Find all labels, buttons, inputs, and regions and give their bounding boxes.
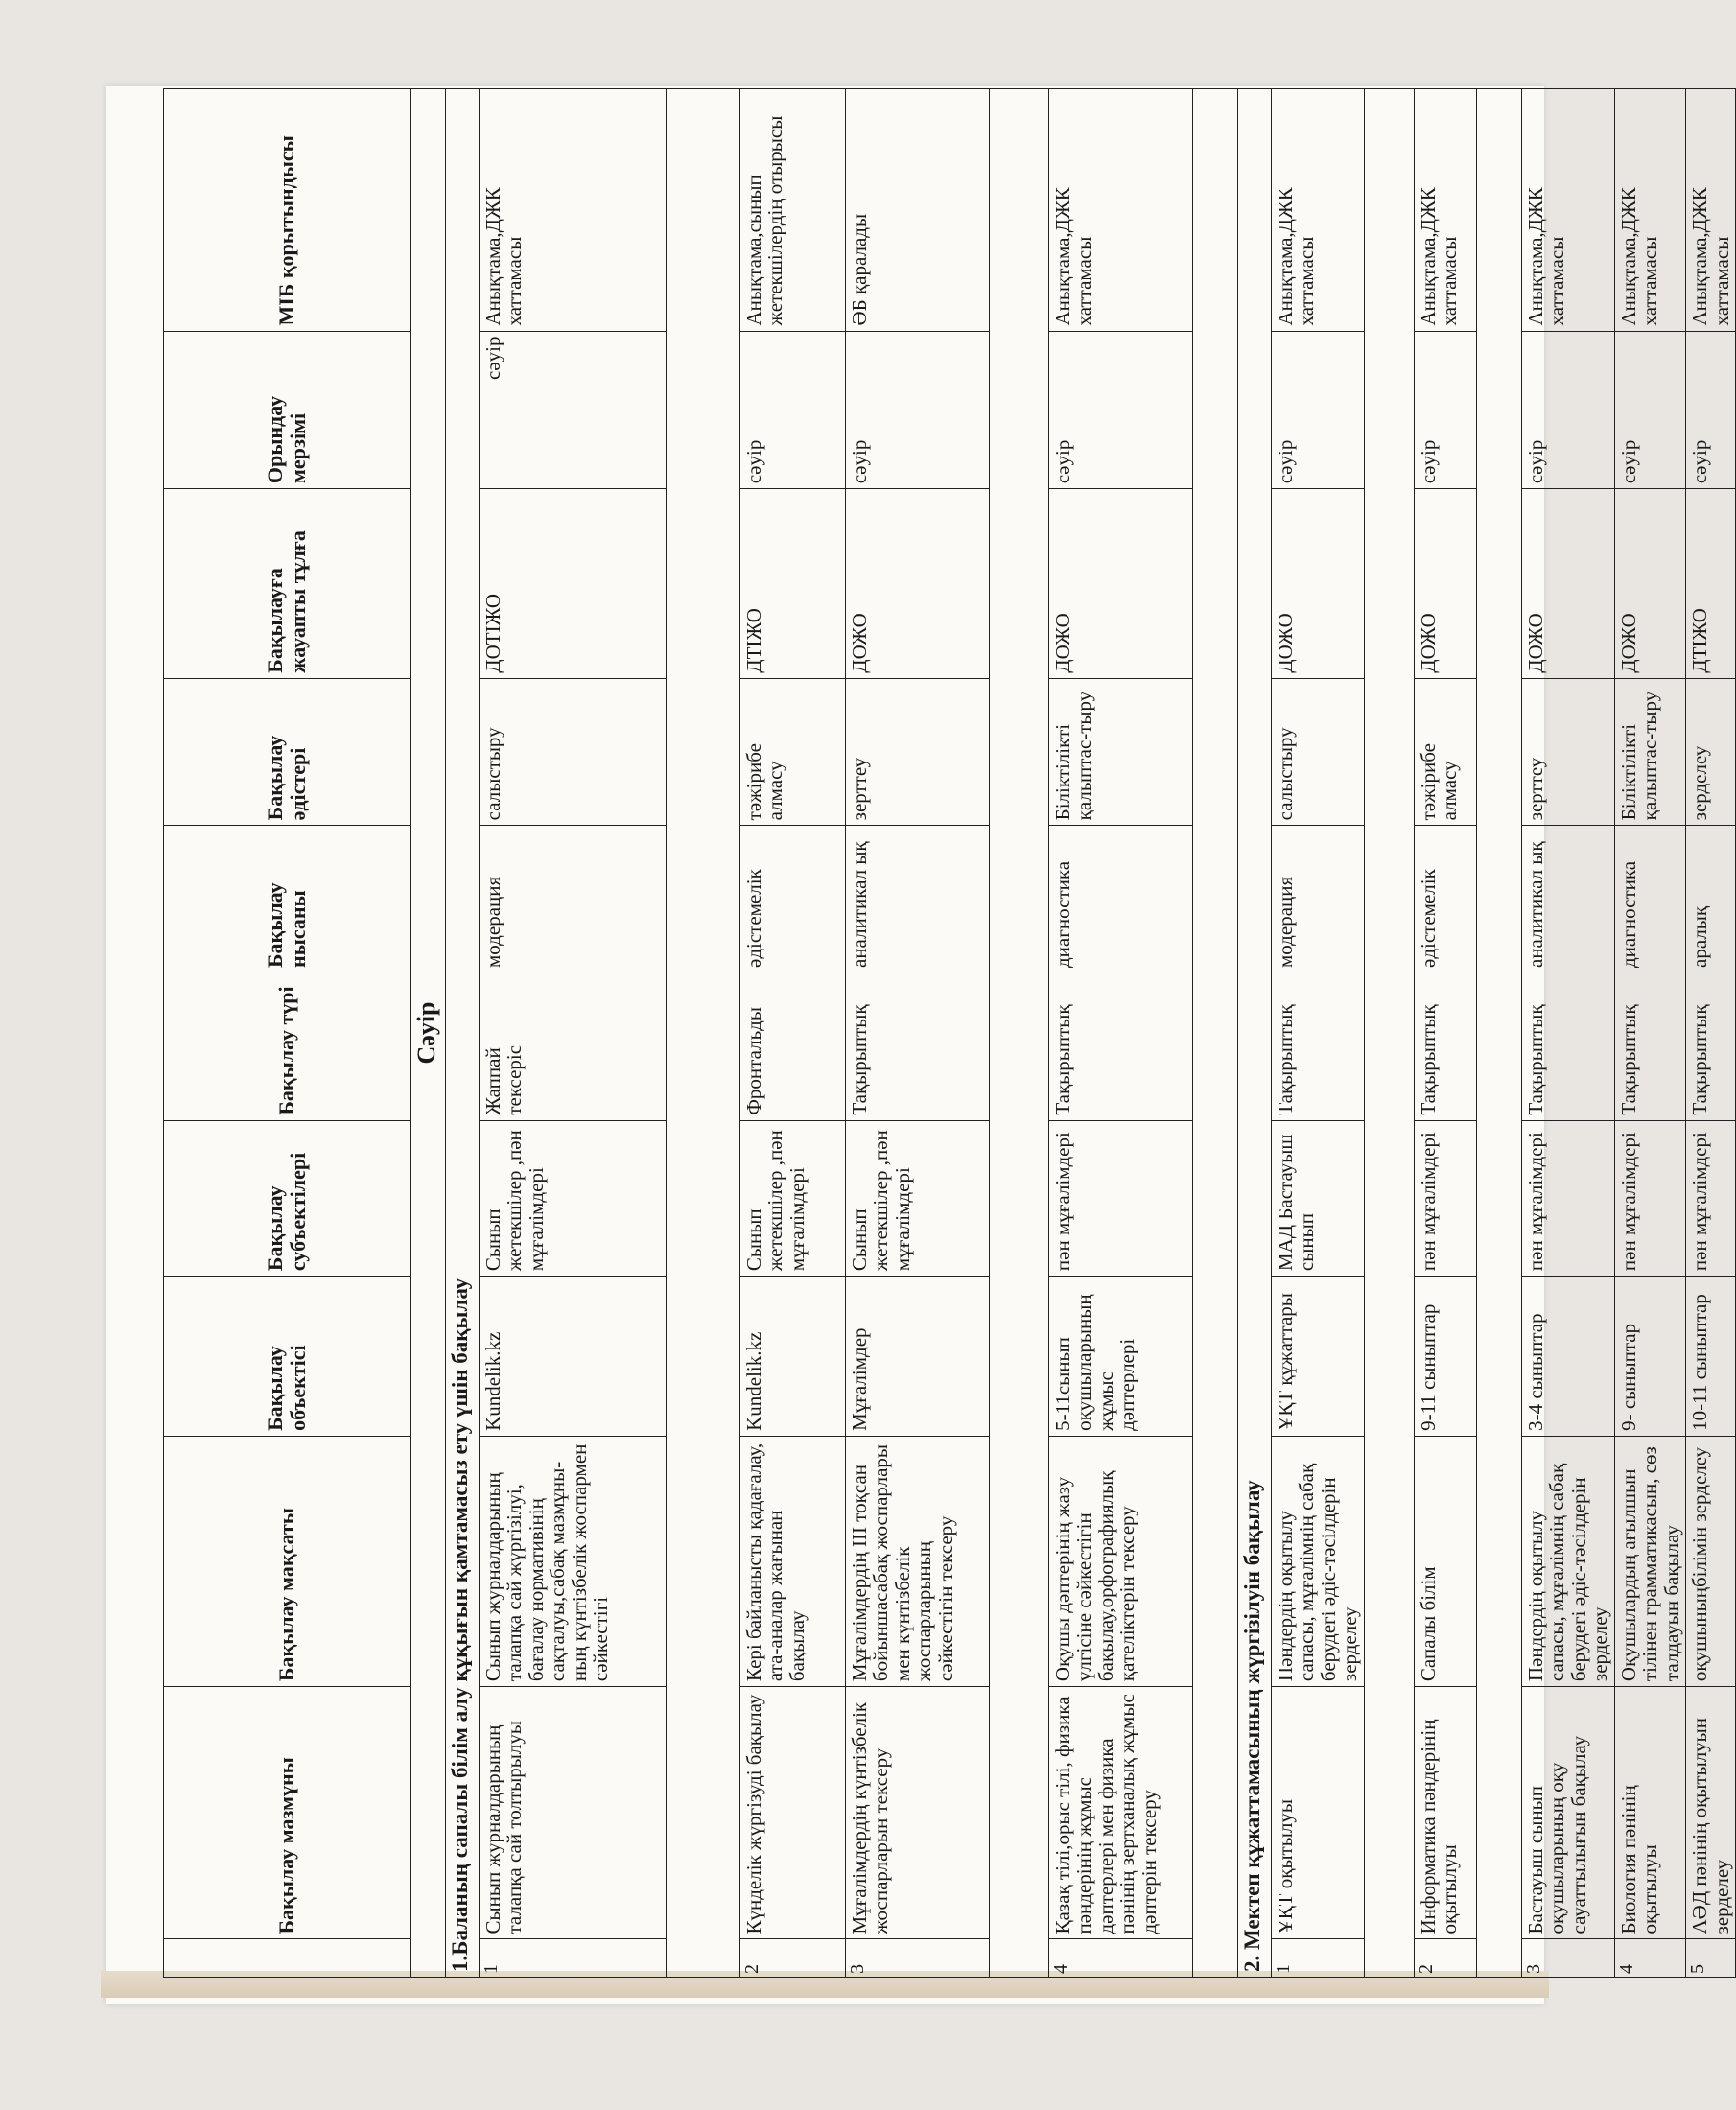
cell-type: Тақырыптық	[1272, 973, 1365, 1121]
cell-result: Анықтама,ДЖК хаттамасы	[1686, 89, 1736, 332]
cell-deadline: сәуір	[1049, 331, 1193, 489]
table-row-blank	[1364, 89, 1414, 1978]
table-row-blank	[990, 89, 1049, 1978]
header-result: МІБ қорытындысы	[164, 89, 411, 332]
cell-result: Анықтама,ДЖК хаттамасы	[1272, 89, 1365, 332]
cell-form: диагностика	[1049, 826, 1193, 973]
cell-deadline: сәуір	[740, 331, 846, 489]
cell-responsible: ДОТІЖО	[480, 489, 667, 679]
table-row	[740, 89, 846, 1978]
cell-responsible: ДОЖО	[1049, 489, 1193, 679]
cell-result: Анықтама,ДЖК хаттамасы	[1521, 89, 1614, 332]
table-row	[1414, 89, 1476, 1978]
cell-deadline: сәуір	[1686, 331, 1736, 489]
cell-subject: Сынып жетекшілер ,пән мұғалімдері	[846, 1120, 990, 1276]
cell-object: 10-11 сыныптар	[1686, 1277, 1736, 1437]
cell-type: Фронтальды	[740, 973, 846, 1121]
row-number: 1	[1272, 1939, 1365, 1978]
control-plan-table	[163, 88, 1736, 1978]
table-row	[1272, 89, 1365, 1978]
cell-subject: МАД Бастауыш сынып	[1272, 1120, 1365, 1276]
header-type: Бақылау түрі	[164, 973, 411, 1121]
cell-goal: Пәндердің оқытылу сапасы, мұғалімнің сабақ берудегі әдіс-тәсілдерін зерделеу	[1272, 1436, 1365, 1686]
table-row-blank	[667, 89, 740, 1978]
header-content: Бақылау мазмұны	[164, 1687, 411, 1939]
cell-content: Биология пәнінің оқытылуы	[1614, 1687, 1685, 1939]
cell-methods: зерделеу	[1686, 678, 1736, 826]
cell-subject: Сынып жетекшілер ,пән мұғалімдері	[740, 1120, 846, 1276]
cell-content: Сынып журналдарының талапқа сай толтырылуы	[480, 1687, 667, 1939]
cell-goal: Мұғалімдердің ІІІ тоқсан бойыншасабақ жоспарлары мен күнтізбелік жоспарларының сәйкестігін тексеру	[846, 1436, 990, 1686]
cell-deadline: сәуір	[1614, 331, 1685, 489]
cell-goal: Сынып журналдарының талапқа сай жүргізілуі, бағалау нормативінің сақталуы,сабақ мазмұны-ның күнтізбелік жоспармен сәйкестігі	[480, 1436, 667, 1686]
cell-form: диагностика	[1614, 826, 1685, 973]
cell-responsible: ДОЖО	[1521, 489, 1614, 679]
cell-type: Тақырыптық	[1049, 973, 1193, 1121]
row-number: 4	[1049, 1939, 1193, 1978]
cell-deadline: сәуір	[846, 331, 990, 489]
cell-result: Анықтама,ДЖК хаттамасы	[1049, 89, 1193, 332]
cell-goal: Сапалы білім	[1414, 1436, 1476, 1686]
cell-form: аналитикал ық	[846, 826, 990, 973]
cell-deadline: сәуір	[480, 331, 667, 489]
table-header-row	[164, 89, 411, 1978]
cell-object: 3-4 сыныптар	[1521, 1277, 1614, 1437]
cell-object: 9-11 сыныптар	[1414, 1277, 1476, 1437]
cell-result: Анықтама,ДЖК хаттамасы	[480, 89, 667, 332]
cell-object: ҰҚТ құжаттары	[1272, 1277, 1365, 1437]
cell-methods: зерттеу	[1521, 678, 1614, 826]
cell-content: Бастауыш сынып оқушыларының оқу сауаттылығын бақылау	[1521, 1687, 1614, 1939]
cell-type: Тақырыптық	[1614, 973, 1685, 1121]
table-row-blank	[1193, 89, 1238, 1978]
table-row	[1614, 89, 1685, 1978]
cell-object: 5-11сынып оқушыларының жұмыс дәптерлері	[1049, 1277, 1193, 1437]
table-row	[1049, 89, 1193, 1978]
cell-subject: пән мұғалімдері	[1414, 1120, 1476, 1276]
cell-type: Тақырыптық	[1521, 973, 1614, 1121]
row-number: 2	[1414, 1939, 1476, 1978]
cell-responsible: ДТІЖО	[1686, 489, 1736, 679]
cell-content: Қазақ тілі,орыс тілі, физика пәндерінің жұмыс дәптерлері мен физика пәнінің зертханалық жұмыс дәптерін тексеру	[1049, 1687, 1193, 1939]
cell-type: Тақырыптық	[846, 973, 990, 1121]
header-number	[164, 1939, 411, 1978]
cell-methods: салыстыру	[1272, 678, 1365, 826]
header-methods: Бақылау әдістері	[164, 678, 411, 826]
cell-content: Күнделік жүргізуді бақылау	[740, 1687, 846, 1939]
table-row	[1521, 89, 1614, 1978]
cell-methods: зерттеу	[846, 678, 990, 826]
cell-content: Информатика пәндерінің оқытылуы	[1414, 1687, 1476, 1939]
rotated-document-sheet	[163, 88, 1733, 1978]
month-row	[411, 89, 446, 1978]
cell-form: әдістемелік	[1414, 826, 1476, 973]
cell-responsible: ДОЖО	[1414, 489, 1476, 679]
cell-responsible: ДОЖО	[846, 489, 990, 679]
cell-subject: Сынып жетекшілер ,пән мұғалімдері	[480, 1120, 667, 1276]
header-deadline: Орындау мерзімі	[164, 331, 411, 489]
cell-result: Анықтама,ДЖК хаттамасы	[1414, 89, 1476, 332]
cell-form: аралық	[1686, 826, 1736, 973]
cell-methods: салыстыру	[480, 678, 667, 826]
cell-methods: тәжірибе алмасу	[1414, 678, 1476, 826]
cell-responsible: ДТІЖО	[740, 489, 846, 679]
cell-content: ҰҚТ оқытылуы	[1272, 1687, 1365, 1939]
cell-goal: Пәндердің оқытылу сапасы, мұғалімнің сабақ берудегі әдіс-тәсілдерін зерделеу	[1521, 1436, 1614, 1686]
cell-goal: Оқушылардың ағылшын тілінен грамматикасын, сөз талдауын бақылау	[1614, 1436, 1685, 1686]
section-title: 1.Баланың сапалы білім алу құқығын қамтамасыз ету үшін бақылау	[446, 89, 480, 1978]
cell-form: модерация	[480, 826, 667, 973]
cell-subject: пән мұғалімдері	[1521, 1120, 1614, 1276]
cell-responsible: ДОЖО	[1272, 489, 1365, 679]
section-row	[446, 89, 480, 1978]
cell-result: ӘБ қаралады	[846, 89, 990, 332]
row-number: 2	[740, 1939, 846, 1978]
cell-goal: оқушыныңбілімін зерделеу	[1686, 1436, 1736, 1686]
cell-object: Kundelik.kz	[480, 1277, 667, 1437]
row-number: 4	[1614, 1939, 1685, 1978]
section-title: 2. Мектеп құжаттамасының жүргізілуін бақылау	[1238, 89, 1272, 1978]
month-label: Сәуір	[411, 89, 446, 1978]
cell-responsible: ДОЖО	[1614, 489, 1685, 679]
table-row	[480, 89, 667, 1978]
cell-subject: пән мұғалімдері	[1686, 1120, 1736, 1276]
cell-methods: Біліктілікті қалыптас-тыру	[1614, 678, 1685, 826]
cell-subject: пән мұғалімдері	[1614, 1120, 1685, 1276]
cell-content: АӘД пәнінің оқытылуын зерделеу	[1686, 1687, 1736, 1939]
header-responsible: Бақылауға жауапты тұлға	[164, 489, 411, 679]
row-number: 1	[480, 1939, 667, 1978]
cell-content: Мұғалімдердің күнтізбелік жоспарларын тексеру	[846, 1687, 990, 1939]
cell-goal: Кері байланысты қадағалау, ата-аналар жағынан бақылау	[740, 1436, 846, 1686]
cell-deadline: сәуір	[1272, 331, 1365, 489]
cell-type: Тақырыптық	[1414, 973, 1476, 1121]
row-number: 5	[1686, 1939, 1736, 1978]
table-row-blank	[1476, 89, 1521, 1978]
cell-object: Kundelik.kz	[740, 1277, 846, 1437]
header-goal: Бақылау мақсаты	[164, 1436, 411, 1686]
cell-result: Анықтама,сынып жетекшілердің отырысы	[740, 89, 846, 332]
cell-type: Тақырыптық	[1686, 973, 1736, 1121]
cell-subject: пән мұғалімдері	[1049, 1120, 1193, 1276]
cell-object: Мұғалімдер	[846, 1277, 990, 1437]
cell-methods: тәжірибе алмасу	[740, 678, 846, 826]
cell-deadline: сәуір	[1414, 331, 1476, 489]
cell-form: модерация	[1272, 826, 1365, 973]
cell-form: әдістемелік	[740, 826, 846, 973]
table-row	[1686, 89, 1736, 1978]
cell-object: 9- сыныптар	[1614, 1277, 1685, 1437]
cell-result: Анықтама,ДЖК хаттамасы	[1614, 89, 1685, 332]
section-row	[1238, 89, 1272, 1978]
header-object: Бақылау объектісі	[164, 1277, 411, 1437]
row-number: 3	[1521, 1939, 1614, 1978]
cell-form: аналитикал ық	[1521, 826, 1614, 973]
row-number: 3	[846, 1939, 990, 1978]
table-row	[846, 89, 990, 1978]
header-subject: Бақылау субъектілері	[164, 1120, 411, 1276]
cell-methods: Біліктілікті қалыптас-тыру	[1049, 678, 1193, 826]
cell-type: Жаппай тексеріс	[480, 973, 667, 1121]
cell-deadline: сәуір	[1521, 331, 1614, 489]
cell-goal: Оқушы дәптерінің жазу үлгісіне сәйкестігін бақылау,орфографиялық қателіктерін тексеру	[1049, 1436, 1193, 1686]
header-form: Бақылау нысаны	[164, 826, 411, 973]
